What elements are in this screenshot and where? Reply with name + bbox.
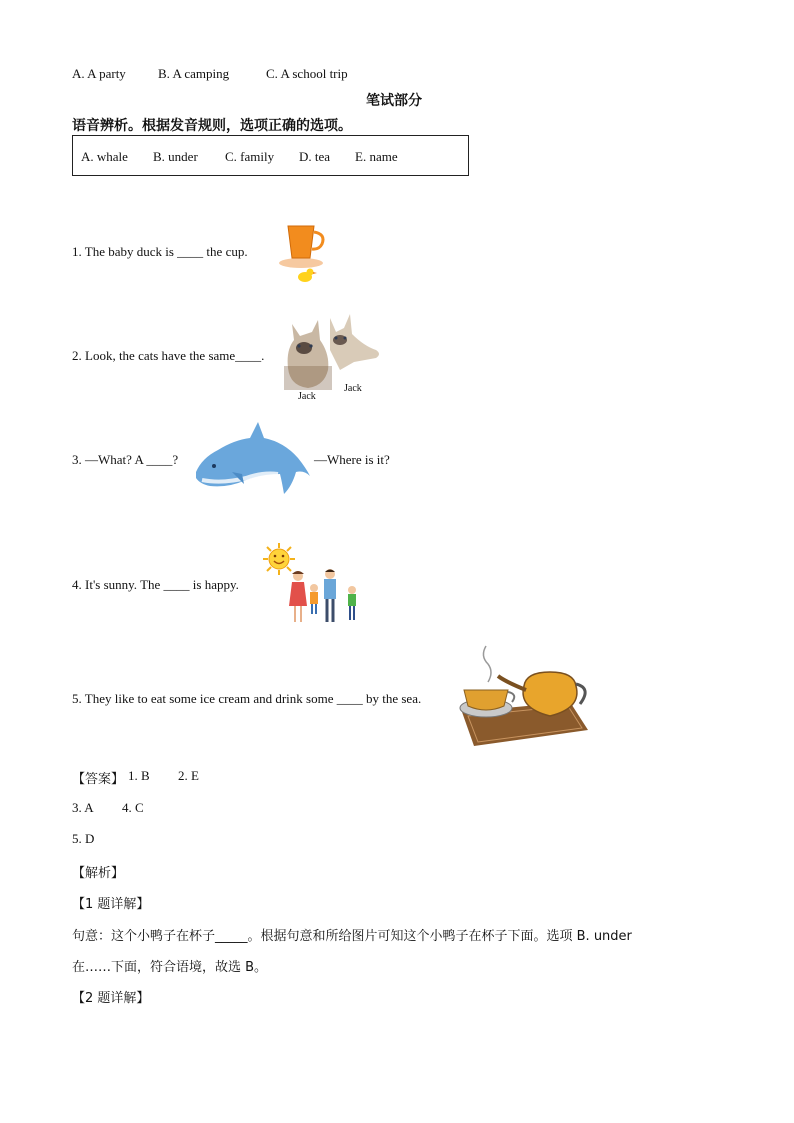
- cat-label-2: Jack: [344, 383, 362, 394]
- question-2: 2. Look, the cats have the same____.: [72, 348, 265, 363]
- answer-2: 2. E: [178, 768, 199, 783]
- q1-detail-line-1: 句意：这个小鸭子在杯子_____。根据句意和所给图片可知这个小鸭子在杯子下面。选项 B. under: [72, 929, 632, 944]
- q1-detail-heading: 【1 题详解】: [72, 897, 150, 912]
- family-image: [286, 566, 362, 626]
- word-option-e: E. name: [355, 149, 398, 164]
- question-5: 5. They like to eat some ice cream and drink some ____ by the sea.: [72, 691, 422, 706]
- word-option-a: A. whale: [81, 149, 128, 164]
- question-1: 1. The baby duck is ____ the cup.: [72, 244, 248, 259]
- dolphin-image: [192, 420, 316, 496]
- option-a: A. A party: [72, 66, 126, 81]
- cat-label-1: Jack: [298, 391, 316, 402]
- question-3-right: —Where is it?: [314, 452, 390, 467]
- word-option-b: B. under: [153, 149, 198, 164]
- cats-image: [284, 310, 384, 392]
- option-b: B. A camping: [158, 66, 230, 81]
- word-option-d: D. tea: [299, 149, 331, 164]
- question-3: 3. —What? A ____?: [72, 452, 179, 467]
- instruction: 语音辨析。根据发音规则，选项正确的选项。: [72, 118, 352, 134]
- answer-4: 4. C: [122, 800, 144, 815]
- analysis-label: 【解析】: [72, 866, 125, 881]
- cup-duck-image: [276, 222, 330, 288]
- q1-detail-line-2: 在……下面，符合语境，故选 B。: [72, 960, 268, 975]
- teapot-image: [446, 642, 590, 750]
- question-4: 4. It's sunny. The ____ is happy.: [72, 577, 239, 592]
- answer-label: 【答案】: [72, 772, 125, 787]
- word-option-c: C. family: [225, 149, 275, 164]
- answer-1: 1. B: [128, 768, 150, 783]
- option-c: C. A school trip: [266, 66, 348, 81]
- word-box: [72, 135, 469, 176]
- section-title: 笔试部分: [366, 93, 422, 109]
- answer-5: 5. D: [72, 831, 95, 846]
- answer-3: 3. A: [72, 800, 94, 815]
- q2-detail-heading: 【2 题详解】: [72, 991, 150, 1006]
